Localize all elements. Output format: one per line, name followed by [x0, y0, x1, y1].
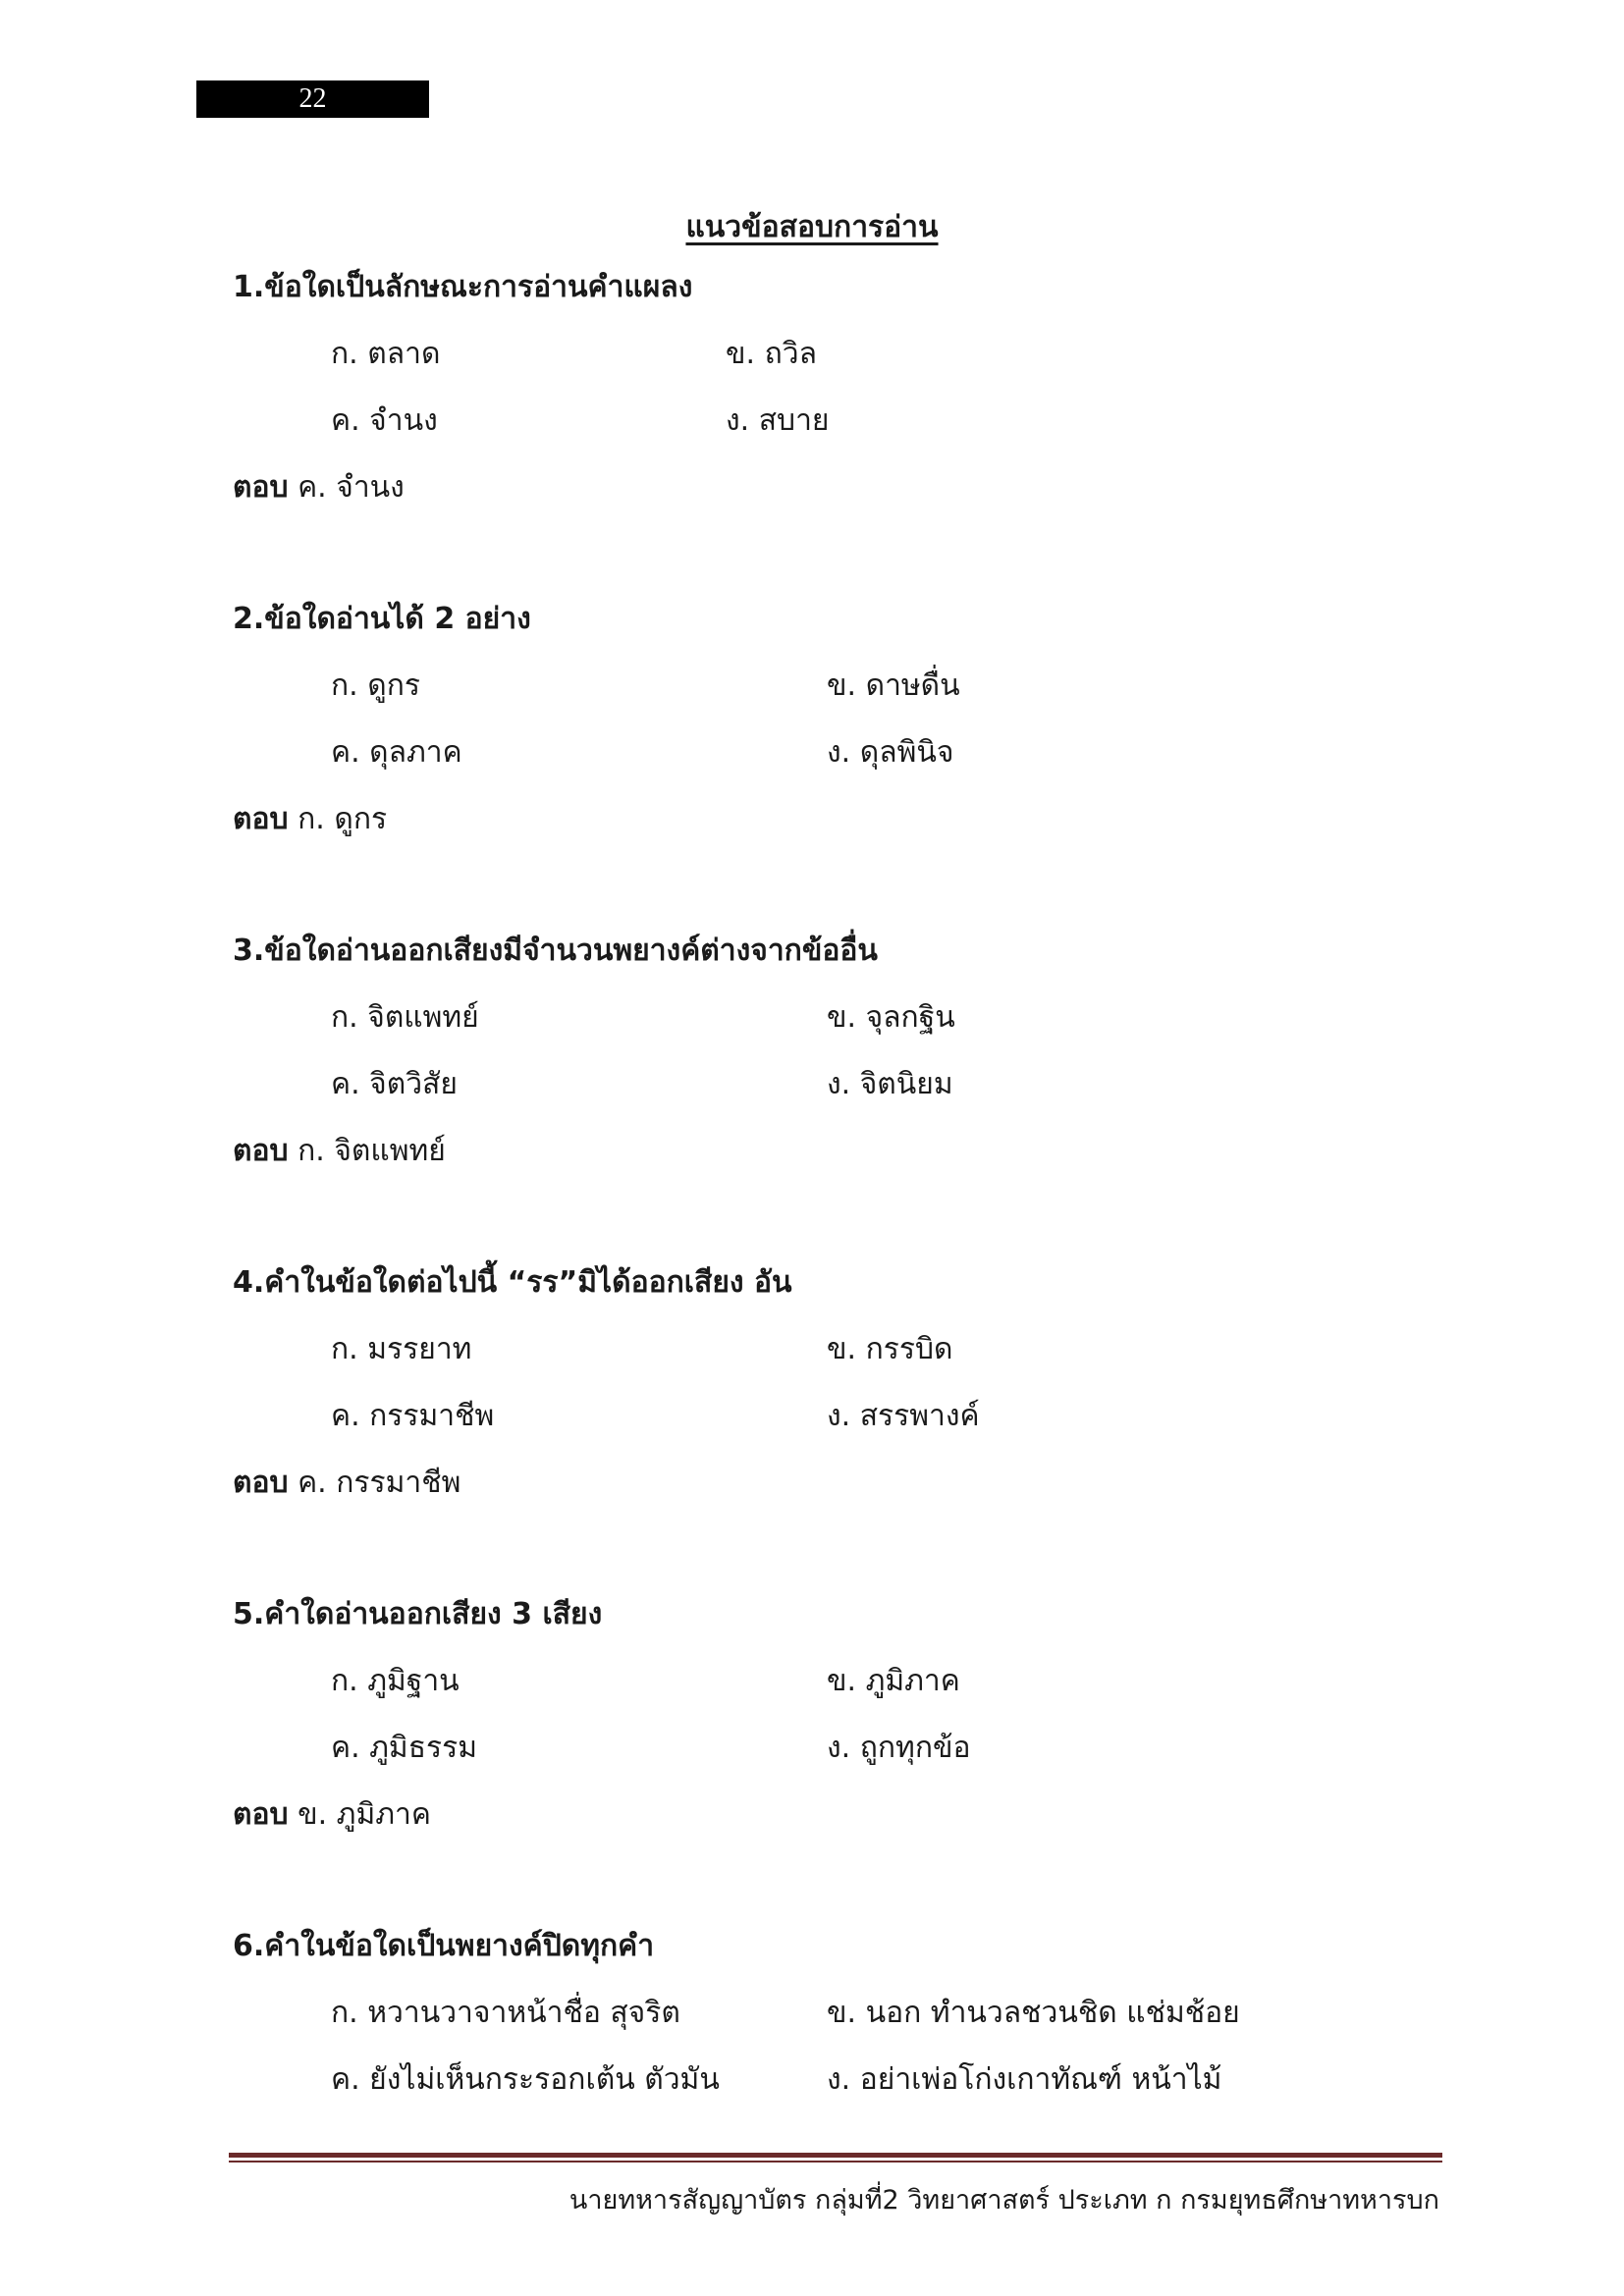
choice-c: ค. ดุลภาค [331, 735, 462, 770]
choice-row [233, 310, 1460, 377]
choice-d: ง. จิตนิยม [827, 1067, 953, 1101]
question-title: 2.ข้อใดอ่านได้ 2 อย่าง [233, 602, 531, 636]
choice-b: ข. กรรบิด [827, 1332, 953, 1366]
question-title: 3.ข้อใดอ่านออกเสียงมีจำนวนพยางค์ต่างจากข้ออื่น [233, 934, 878, 968]
choice-a: ก. จิตแพทย์ [331, 1000, 479, 1035]
answer [233, 775, 1460, 842]
choice-d: ง. ถูกทุกข้อ [827, 1731, 971, 1765]
question-title: 5.คำใดอ่านออกเสียง 3 เสียง [233, 1597, 603, 1631]
choice-row [233, 1704, 1460, 1771]
choice-row [233, 1372, 1460, 1439]
choice-row [233, 974, 1460, 1041]
choice-row [233, 2036, 1460, 2103]
answer-label: ตอบ [233, 470, 289, 505]
choice-row [233, 1637, 1460, 1704]
question-6 [233, 1924, 1460, 2103]
question-title: 4.คำในข้อใดต่อไปนี้ “รร”มิได้ออกเสียง อัน [233, 1265, 792, 1300]
footer-divider [229, 2153, 1442, 2158]
choice-c: ค. กรรมาชีพ [331, 1399, 495, 1433]
choice-c: ค. ภูมิธรรม [331, 1731, 478, 1765]
page-number: 22 [196, 80, 429, 118]
choice-a: ก. ดูกร [331, 668, 420, 703]
choice-b: ข. ดาษดื่น [827, 668, 960, 703]
answer-value: ค. กรรมาชีพ [298, 1466, 461, 1500]
choice-b: ข. ภูมิภาค [827, 1664, 960, 1698]
question-3 [233, 929, 1460, 1174]
choice-a: ก. ภูมิฐาน [331, 1664, 460, 1698]
footer-divider-thin [229, 2161, 1442, 2163]
question-1 [233, 265, 1460, 510]
answer [233, 1107, 1460, 1174]
choice-b: ข. ถวิล [726, 337, 817, 371]
choice-c: ค. จิตวิสัย [331, 1067, 458, 1101]
question-title: 1.ข้อใดเป็นลักษณะการอ่านคำแผลง [233, 270, 693, 304]
question-4 [233, 1260, 1460, 1506]
answer-value: ค. จำนง [298, 470, 405, 505]
footer-text: นายทหารสัญญาบัตร กลุ่มที่2 วิทยาศาสตร์ ประเภท ก กรมยุทธศึกษาทหารบก [568, 2185, 1439, 2216]
answer-label: ตอบ [233, 1134, 289, 1168]
page-title: แนวข้อสอบการอ่าน [685, 210, 939, 244]
choice-c: ค. ยังไม่เห็นกระรอกเต้น ตัวมัน [331, 2062, 720, 2097]
answer [233, 1439, 1460, 1506]
choice-b: ข. จุลกฐิน [827, 1000, 955, 1035]
choice-d: ง. สรรพางค์ [827, 1399, 980, 1433]
choice-row [233, 642, 1460, 709]
answer-value: ก. ดูกร [298, 802, 388, 836]
answer-label: ตอบ [233, 1466, 289, 1500]
answer [233, 1771, 1460, 1838]
choice-d: ง. สบาย [726, 403, 830, 438]
answer [233, 444, 1460, 510]
choice-row [233, 377, 1460, 444]
choice-row [233, 1041, 1460, 1107]
question-title: 6.คำในข้อใดเป็นพยางค์ปิดทุกคำ [233, 1929, 655, 1963]
choice-d: ง. อย่าเพ่อโก่งเกาทัณฑ์ หน้าไม้ [827, 2062, 1222, 2097]
choice-a: ก. มรรยาท [331, 1332, 472, 1366]
answer-value: ก. จิตแพทย์ [298, 1134, 446, 1168]
question-2 [233, 597, 1460, 842]
question-5 [233, 1592, 1460, 1838]
choice-a: ก. ตลาด [331, 337, 441, 371]
choice-b: ข. นอก ทำนวลชวนชิด แช่มช้อย [827, 1996, 1240, 2030]
answer-label: ตอบ [233, 1797, 289, 1832]
choice-row [233, 1969, 1460, 2036]
choice-row [233, 709, 1460, 775]
answer-value: ข. ภูมิภาค [298, 1797, 431, 1832]
choice-a: ก. หวานวาจาหน้าชื่อ สุจริต [331, 1996, 680, 2030]
answer-label: ตอบ [233, 802, 289, 836]
choice-row [233, 1306, 1460, 1372]
choice-c: ค. จำนง [331, 403, 438, 438]
choice-d: ง. ดุลพินิจ [827, 735, 954, 770]
